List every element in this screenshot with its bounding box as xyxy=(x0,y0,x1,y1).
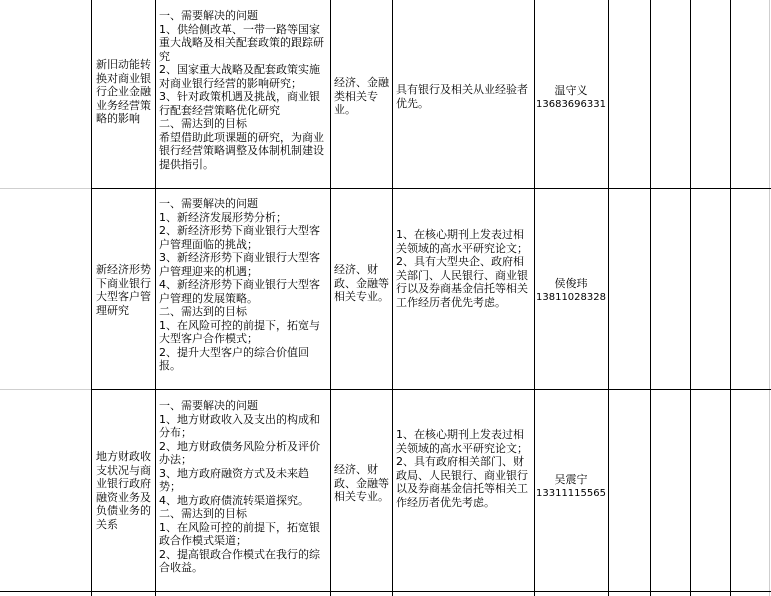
major-cell: 经济、金融类相关专业。 xyxy=(334,76,389,116)
topic-cell: 新旧动能转换对商业银行企业金融业务经营策略的影响 xyxy=(96,58,151,125)
major-cell: 经济、财政、金融等相关专业。 xyxy=(334,463,389,503)
topic-cell: 地方财政收支状况与商业银行政府融资业务及负债业务的关系 xyxy=(96,450,151,531)
column-divider xyxy=(730,0,731,596)
topic-cell: 新经济形势下商业银行大型客户管理研究 xyxy=(96,263,151,317)
requirement-cell: 1、在核心期刊上发表过相关领域的高水平研究论文； 2、具有政府相关部门、财政局、人民银行、商业银行以及券商基金信托等相关工作经历者优先考虑。 xyxy=(396,428,528,509)
column-divider xyxy=(534,0,535,596)
content-cell: 一、需要解决的问题 1、供给侧改革、一带一路等国家重大战略及相关配套政策的跟踪研究 2、国家重大战略及配套政策实施对商业银行经营的影响研究； 3、针对政策机遇及挑战，商业银行配套经营策略优化研究 二、需达到的目标 希望借助此项课题的研究，为商业银行经营策略调整及体制机制建设提供指引。 xyxy=(159,9,324,171)
contact-phone: 13811028328 xyxy=(536,292,606,303)
column-divider xyxy=(608,0,609,596)
content-cell: 一、需要解决的问题 1、新经济发展形势分析； 2、新经济形势下商业银行大型客户管理面临的挑战； 3、新经济形势下商业银行大型客户管理迎来的机遇； 4、新经济形势下商业银行大型客户管理的发展策略。 二、需达到的目标 1、在风险可控的前提下，拓宽与大型客户合作模式； 2、提升大型客户的综合价值回报。 xyxy=(159,197,320,372)
contact-name: 吴震宁 xyxy=(554,473,588,486)
row-divider xyxy=(0,188,91,189)
column-divider xyxy=(650,0,651,596)
row-divider xyxy=(91,188,771,189)
row-divider xyxy=(0,389,91,390)
column-divider xyxy=(330,0,331,596)
column-divider xyxy=(155,0,156,596)
major-cell: 经济、财政、金融等相关专业。 xyxy=(334,263,389,303)
row-divider xyxy=(91,389,771,390)
requirement-cell: 1、在核心期刊上发表过相关领域的高水平研究论文； 2、具有大型央企、政府相关部门、人民银行、商业银行以及券商基金信托等相关工作经历者优先考虑。 xyxy=(396,228,528,309)
content-cell: 一、需要解决的问题 1、地方财政收入及支出的构成和分布； 2、地方财政债务风险分析及评价办法； 3、地方政府融资方式及未来趋势； 4、地方政府债流转渠道探究。 二、需达到的目标 1、在风险可控的前提下，拓宽银政合作模式渠道； 2、提高银政合作模式在我行的综合收益。 xyxy=(159,399,320,574)
requirement-cell: 具有银行及相关从业经验者优先。 xyxy=(396,83,528,110)
column-divider xyxy=(392,0,393,596)
column-divider xyxy=(769,0,770,596)
contact-name: 侯俊玮 xyxy=(554,277,588,290)
column-divider xyxy=(91,0,92,596)
contact-phone: 13311115565 xyxy=(536,488,606,499)
contact-phone: 13683696331 xyxy=(536,99,606,110)
contact-name: 温守义 xyxy=(554,84,588,97)
row-divider xyxy=(0,591,771,592)
column-divider xyxy=(690,0,691,596)
